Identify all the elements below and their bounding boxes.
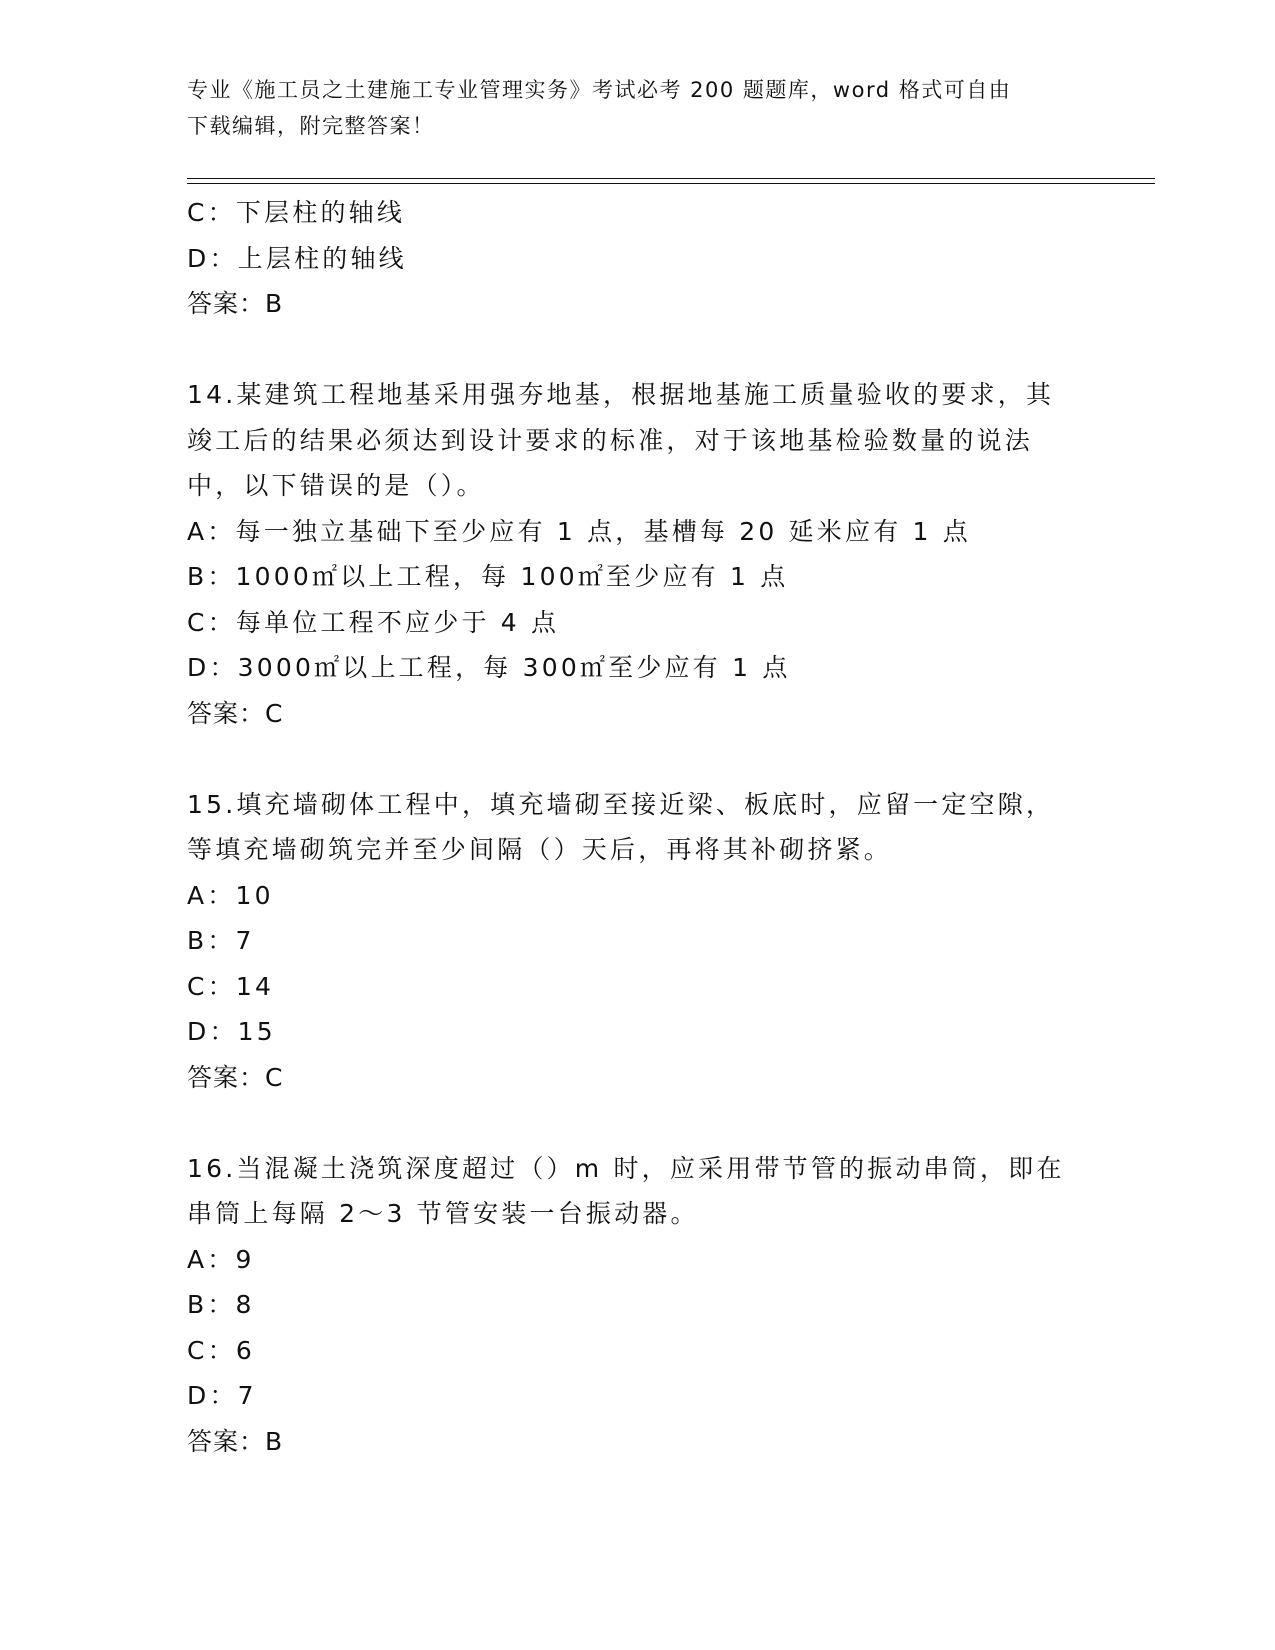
header-line-2: 下载编辑，附完整答案！ <box>187 114 435 138</box>
question-stem-line: 竣工后的结果必须达到设计要求的标准，对于该地基检验数量的说法 <box>187 425 1034 455</box>
header-line-1: 专业《施工员之土建施工专业管理实务》考试必考 200 题题库，word 格式可自由 <box>187 78 1012 102</box>
option-b: B：8 <box>187 1290 255 1319</box>
header-divider-top <box>187 178 1155 179</box>
option-d: D：7 <box>187 1381 257 1410</box>
option-a: A：10 <box>187 880 274 910</box>
option-d: D：3000㎡以上工程，每 300㎡至少应有 1 点 <box>187 653 791 682</box>
question-16 <box>187 1146 1087 1465</box>
option-a: A：每一独立基础下至少应有 1 点，基槽每 20 延米应有 1 点 <box>187 516 972 546</box>
option-c: C：下层柱的轴线 <box>187 198 406 227</box>
header-divider-bottom <box>187 183 1155 184</box>
question-stem-line: 15.填充墙砌体工程中，填充墙砌至接近梁、板底时，应留一定空隙， <box>187 789 1055 819</box>
question-stem-line: 等填充墙砌筑完并至少间隔（）天后，再将其补砌挤紧。 <box>187 835 893 864</box>
prev-question-continuation <box>187 190 1087 327</box>
option-c: C：每单位工程不应少于 4 点 <box>187 607 560 637</box>
question-15 <box>187 782 1087 1101</box>
answer: 答案：C <box>187 1062 284 1092</box>
option-b: B：1000㎡以上工程，每 100㎡至少应有 1 点 <box>187 562 789 591</box>
option-c: C：14 <box>187 971 275 1001</box>
question-list <box>187 190 1087 1464</box>
option-c: C：6 <box>187 1335 255 1365</box>
question-stem-line: 中，以下错误的是（）。 <box>187 471 485 500</box>
question-stem-line: 14.某建筑工程地基采用强夯地基，根据地基施工质量验收的要求，其 <box>187 380 1055 409</box>
option-b: B：7 <box>187 926 255 955</box>
option-d: D：15 <box>187 1017 276 1046</box>
spacer <box>187 736 1087 782</box>
document-header <box>187 72 1087 144</box>
option-a: A：9 <box>187 1244 255 1274</box>
option-d: D：上层柱的轴线 <box>187 243 407 273</box>
question-stem-line: 16.当混凝土浇筑深度超过（）m 时，应采用带节管的振动串筒，即在 <box>187 1153 1065 1183</box>
answer: 答案：B <box>187 289 284 318</box>
question-stem-line: 串筒上每隔 2～3 节管安装一台振动器。 <box>187 1199 699 1228</box>
answer: 答案：C <box>187 698 284 728</box>
spacer <box>187 327 1087 373</box>
question-14 <box>187 372 1087 736</box>
answer: 答案：B <box>187 1426 284 1456</box>
spacer <box>187 1100 1087 1146</box>
